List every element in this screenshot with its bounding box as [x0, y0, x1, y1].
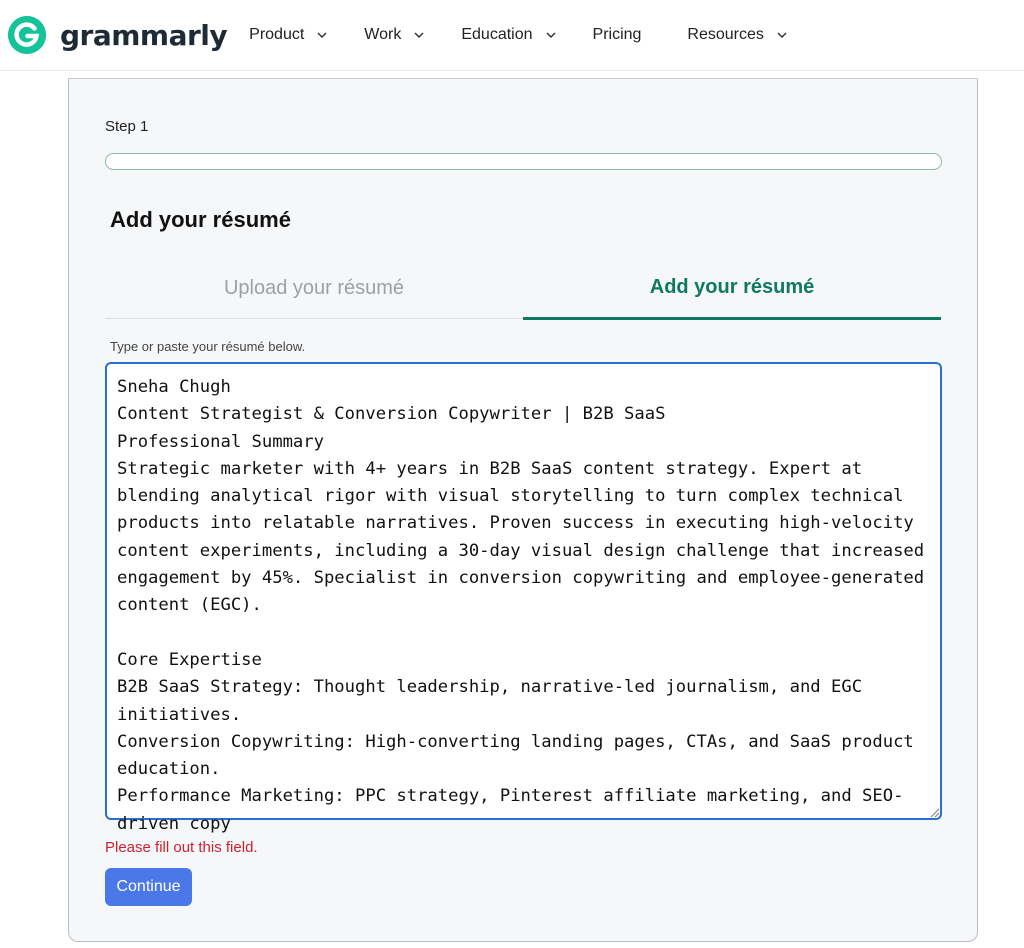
- resume-input-hint: Type or paste your résumé below.: [110, 339, 306, 354]
- validation-error: Please fill out this field.: [105, 839, 258, 856]
- step-progress-bar: [105, 153, 942, 170]
- brand-name: grammarly: [60, 18, 228, 52]
- nav-item-product[interactable]: [249, 26, 328, 44]
- main-nav: [249, 26, 824, 44]
- nav-item-pricing[interactable]: [593, 26, 642, 44]
- top-nav-bar: [0, 0, 1024, 71]
- grammarly-logo-icon: [8, 16, 46, 54]
- form-title: Add your résumé: [110, 207, 291, 232]
- resume-textarea[interactable]: Sneha Chugh Content Strategist & Conversion Copywriter | B2B SaaS Professional Summary Strategic marketer with 4+ years in B2B SaaS content strategy. Expert at blending analytical rigor with visual storytelling to turn complex technical products into relatable narratives. Proven success in executing high-velocity content experiments, including a 30-day visual design challenge that increased engagement by 45%. Specialist in conversion copywriting and employee-generated content (EGC). Core Expertise B2B SaaS Strategy: Thought leadership, narrative-led journalism, and EGC initiatives. Conversion Copywriting: High-converting landing pages, CTAs, and SaaS product education. Performance Marketing: PPC strategy, Pinterest affiliate marketing, and SEO-driven copy: [105, 362, 942, 820]
- nav-item-label: Product: [249, 26, 305, 43]
- nav-item-label: Education: [461, 26, 533, 43]
- step-label: Step 1: [105, 118, 149, 135]
- nav-item-label: Work: [364, 26, 402, 43]
- tab-add-resume[interactable]: Add your résumé: [523, 258, 941, 320]
- nav-item-education[interactable]: [461, 26, 556, 44]
- chevron-down-icon: [776, 29, 788, 41]
- continue-button[interactable]: Continue: [105, 868, 192, 906]
- nav-item-work[interactable]: [364, 26, 425, 44]
- chevron-down-icon: [545, 29, 557, 41]
- nav-item-label: Pricing: [592, 26, 642, 43]
- tab-upload-resume[interactable]: Upload your résumé: [223, 277, 405, 299]
- resume-input-tabs: [105, 258, 942, 319]
- chevron-down-icon: [316, 29, 328, 41]
- nav-item-label: Resources: [687, 26, 764, 43]
- resize-handle-icon[interactable]: [928, 806, 940, 818]
- chevron-down-icon: [413, 29, 425, 41]
- grammarly-logo[interactable]: [8, 16, 227, 54]
- nav-item-resources[interactable]: [687, 26, 787, 44]
- card-divider: [68, 78, 978, 79]
